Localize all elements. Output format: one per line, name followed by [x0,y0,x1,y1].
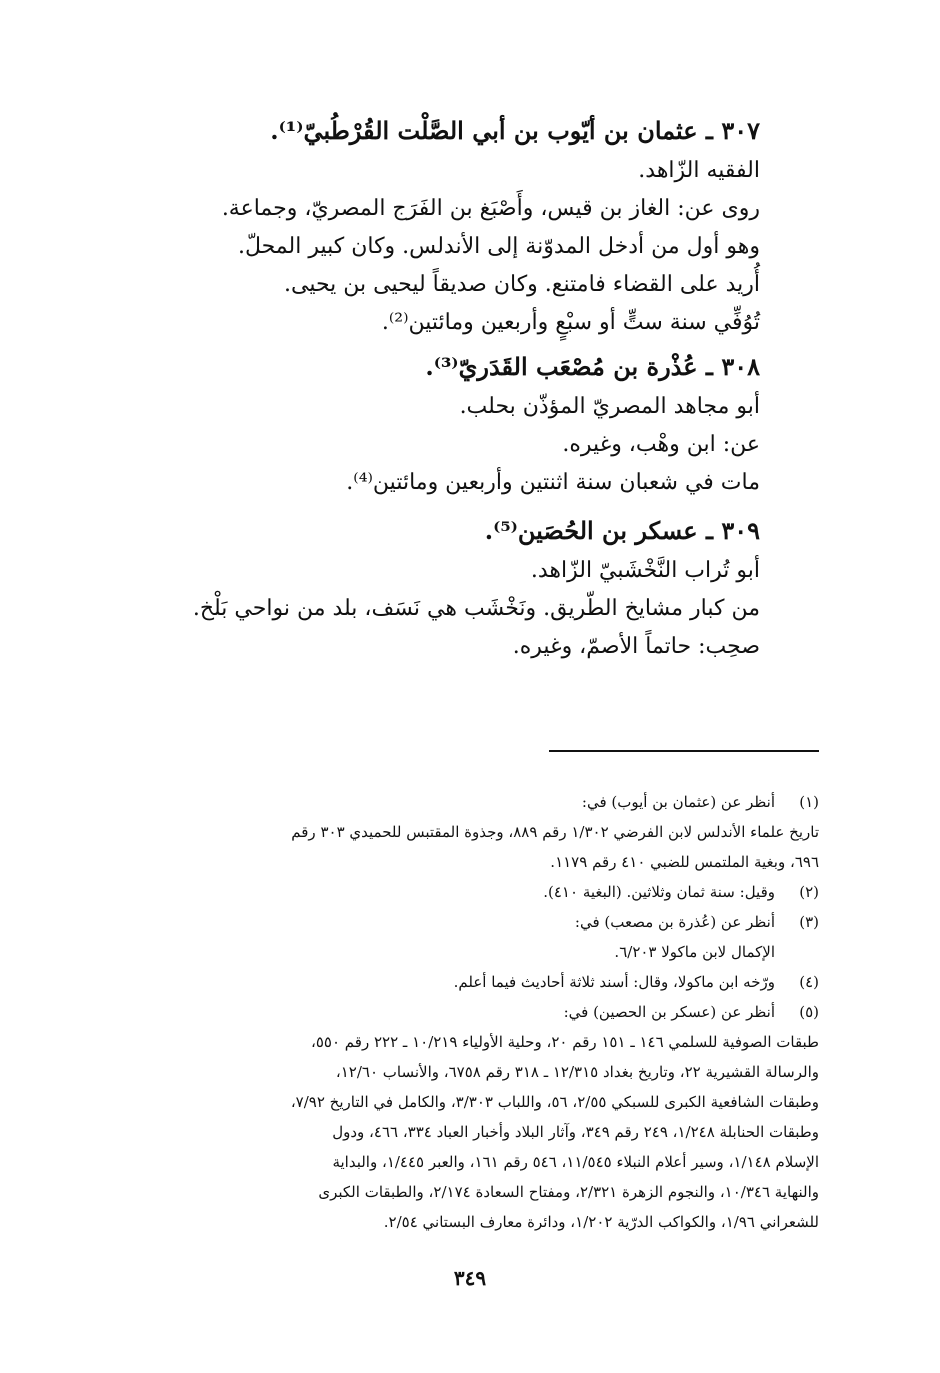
footnote-5 [107,997,819,1237]
page-number: ٣٤٩ [453,1266,487,1290]
entry-line: من كبار مشايخ الطّريق. ونَخْشَب هي نَسَف، بلد من نواحي بَلْخ. [192,596,760,621]
footnote-text: ٦٩٦، وبغية الملتمس للضبي ٤١٠ رقم ١١٧٩. [550,853,819,871]
entry-line: صحِب: حاتماً الأصمّ، وغيره. [512,634,760,659]
footnote-marker: (٢) [799,883,819,901]
footnote-text: وقيل: سنة ثمان وثلاثين. (البغية ٤١٠). [543,883,775,901]
footnotes [107,787,819,1237]
footnote-text: وطبقات الشافعية الكبرى للسبكي ٢/٥٥، ٥٦، واللباب ٣/٣٠٣، والكامل في التاريخ ٧/٩٢، [290,1093,819,1111]
entry-heading: ٣٠٨ ـ عُذْرة بن مُصْعَب القَدَريّ⁽³⁾. [425,352,760,381]
footnote-4 [107,967,819,997]
footnote-text: أنظر عن (عسكر بن الحصين) في: [563,1003,775,1021]
footnote-text: ورّخه ابن ماكولا، وقال: أسند ثلاثة أحاديث فيما أعلم. [453,973,775,991]
footnote-marker: (١) [799,793,819,811]
entry-heading: ٣٠٧ ـ عثمان بن أيّوب بن أبي الصَّلْت القُرْطُبيّ⁽¹⁾. [270,116,760,145]
entry-308 [150,346,760,502]
footnote-text: والرسالة القشيرية ٢٢، وتاريخ بغداد ١٢/٣١٥ ـ ٣١٨ رقم ٦٧٥٨، والأنساب ١٢/٦٠، [335,1063,819,1081]
footnote-text: للشعراني ١/٩٦، والكواكب الدرّية ١/٢٠٢، ودائرة معارف البستاني ٢/٥٤. [383,1213,819,1231]
footnote-2 [107,877,819,907]
footnote-text: أنظر عن (عثمان بن أيوب) في: [581,793,775,811]
footnote-1 [107,787,819,877]
footnote-separator [549,750,819,752]
entry-line: أبو مجاهد المصريّ المؤذّن بحلب. [459,394,760,419]
entry-line: الفقيه الزّاهد. [638,158,760,183]
entry-heading: ٣٠٩ ـ عسكر بن الحُصَين⁽⁵⁾. [484,516,760,545]
entry-line: روى عن: الغاز بن قيس، وأَصْبَغ بن الفَرَج المصريّ، وجماعة. [221,196,760,221]
footnote-text: وطبقات الحنابلة ١/٢٤٨، ٢٤٩ رقم ٣٤٩، وآثار البلاد وأخبار العباد ٣٣٤، ٤٦٦، ودول [332,1123,819,1141]
footnote-3 [107,907,819,967]
entry-line: مات في شعبان سنة اثنتين وأربعين ومائتين⁽⁴⁾. [346,470,760,495]
entry-line: أبو تُراب النَّخْشَبيّ الزّاهد. [530,558,760,583]
entry-307 [150,110,760,342]
entry-line: تُوُفِّي سنة ستٍّ أو سبْعٍ وأربعين ومائتين⁽²⁾. [381,310,760,335]
footnote-marker: (٥) [799,1003,819,1021]
main-text [150,110,760,666]
entry-line: وهو أول من أدخل المدوّنة إلى الأندلس. وكان كبير المحلّ. [237,234,760,259]
footnote-text: طبقات الصوفية للسلمي ١٤٦ ـ ١٥١ رقم ٢٠، وحلية الأولياء ١٠/٢١٩ ـ ٢٢٢ رقم ٥٥٠، [311,1033,819,1051]
footnote-marker: (٣) [799,913,819,931]
entry-309 [150,510,760,666]
entry-line: أُريد على القضاء فامتنع. وكان صديقاً ليحيى بن يحيى. [284,272,760,297]
footnote-text: أنظر عن (عُذرة بن مصعب) في: [574,913,775,931]
footnote-text: والنهاية ١٠/٣٤٦، والنجوم الزهرة ٢/٣٢١، ومفتاح السعادة ٢/١٧٤، والطبقات الكبرى [318,1183,819,1201]
footnote-text: تاريخ علماء الأندلس لابن الفرضي ١/٣٠٢ رقم ٨٨٩، وجذوة المقتبس للحميدي ٣٠٣ رقم [291,823,819,841]
entry-line: عن: ابن وهْب، وغيره. [562,432,760,457]
footnote-text: الإسلام ١/١٤٨، وسير أعلام النبلاء ١١/٥٤٥، ٥٤٦ رقم ١٦١، والعبر ١/٤٤٥، والبداية [332,1153,819,1171]
footnote-text: الإكمال لابن ماكولا ٦/٢٠٣. [614,943,775,961]
footnote-marker: (٤) [799,973,819,991]
